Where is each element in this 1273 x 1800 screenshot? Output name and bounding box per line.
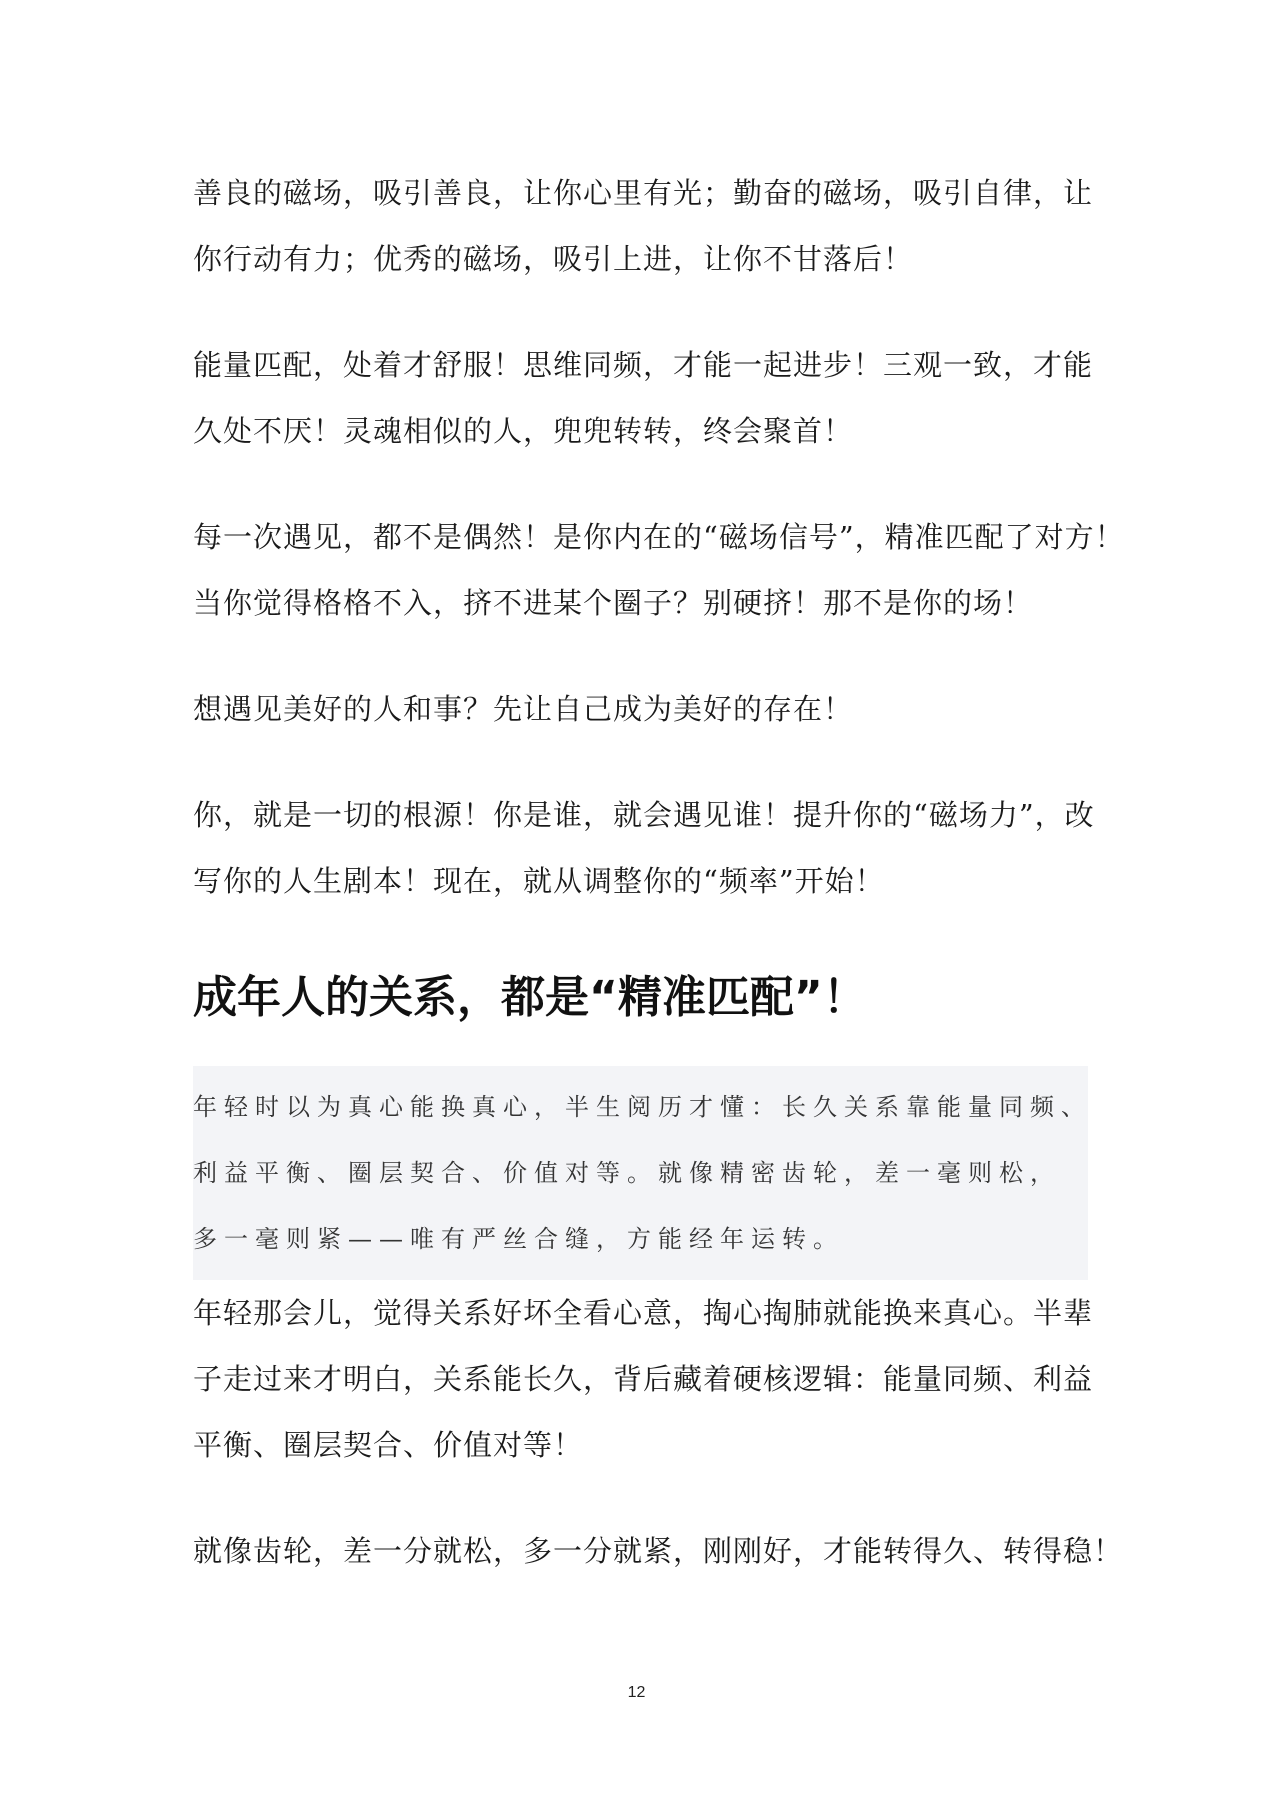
quote-block <box>193 1066 1092 1280</box>
paragraph-beautiful <box>193 676 1088 742</box>
text-line: 写你的人生剧本！现在，就从调整你的“频率”开始！ <box>193 864 885 898</box>
paragraph-encounter <box>193 504 1125 636</box>
quote-line: 年轻时以为真心能换真心，半生阅历才懂：长久关系靠能量同频、 <box>193 1093 1092 1121</box>
page-number: 12 <box>627 1684 646 1701</box>
text-line: 久处不厌！灵魂相似的人，兜兜转转，终会聚首！ <box>193 414 854 448</box>
quote-line: 利益平衡、圈层契合、价值对等。就像精密齿轮，差一毫则松， <box>193 1159 1061 1187</box>
page-content <box>193 160 1125 1584</box>
text-line: 就像齿轮，差一分就松，多一分就紧，刚刚好，才能转得久、转得稳！ <box>193 1534 1124 1568</box>
text-line: 你行动有力；优秀的磁场，吸引上进，让你不甘落后！ <box>193 242 914 276</box>
section-heading: 成年人的关系，都是“精准匹配”！ <box>193 972 867 1023</box>
text-line: 平衡、圈层契合、价值对等！ <box>193 1428 584 1462</box>
text-line: 子走过来才明白，关系能长久，背后藏着硬核逻辑：能量同频、利益 <box>193 1362 1094 1396</box>
paragraph-gears <box>193 1518 1124 1584</box>
text-line: 能量匹配，处着才舒服！思维同频，才能一起进步！三观一致，才能 <box>193 348 1094 382</box>
text-line: 每一次遇见，都不是偶然！是你内在的“磁场信号”，精准匹配了对方！ <box>193 520 1125 554</box>
text-line: 你，就是一切的根源！你是谁，就会遇见谁！提升你的“磁场力”，改 <box>193 798 1095 832</box>
text-line: 年轻那会儿，觉得关系好坏全看心意，掏心掏肺就能换来真心。半辈 <box>193 1296 1094 1330</box>
text-line: 善良的磁场，吸引善良，让你心里有光；勤奋的磁场，吸引自律，让 <box>193 176 1094 210</box>
paragraph-energy-match <box>193 332 1094 464</box>
paragraph-root-source <box>193 782 1095 914</box>
text-line: 想遇见美好的人和事？先让自己成为美好的存在！ <box>193 692 854 726</box>
quote-text <box>193 1074 1092 1272</box>
text-line: 当你觉得格格不入，挤不进某个圈子？别硬挤！那不是你的场！ <box>193 586 1034 620</box>
paragraph-young-years <box>193 1280 1094 1478</box>
quote-line: 多一毫则紧——唯有严丝合缝，方能经年运转。 <box>193 1225 844 1253</box>
paragraph-magnetic-field <box>193 160 1094 292</box>
